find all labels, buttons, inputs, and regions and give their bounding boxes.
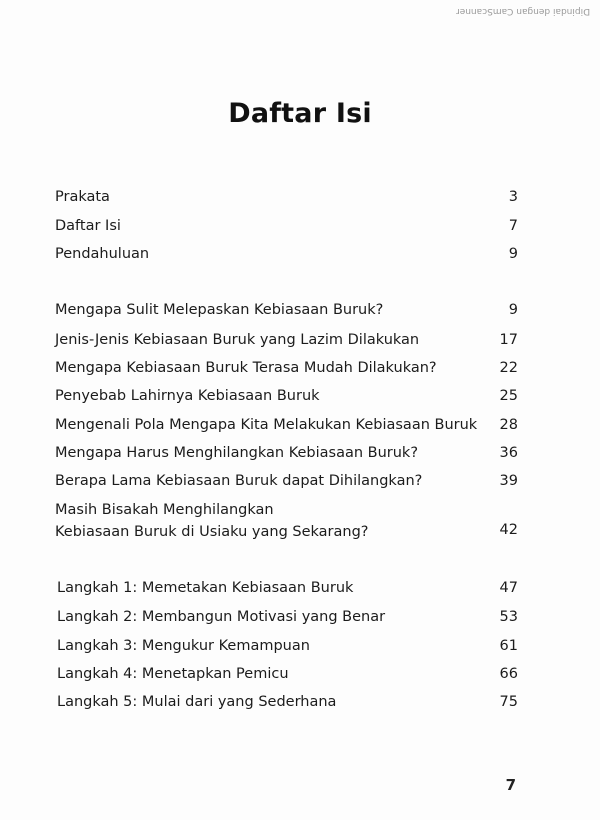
toc-entry-page: 25 [499, 388, 518, 404]
toc-entry-label: Mengapa Harus Menghilangkan Kebiasaan Buruk? [55, 445, 419, 461]
toc-entry-label: Mengapa Sulit Melepaskan Kebiasaan Buruk? [55, 302, 384, 318]
toc-entry-page: 9 [508, 302, 518, 318]
toc-entry-page: 66 [499, 666, 518, 682]
toc-entry [0, 386, 600, 408]
toc-entry-label: Langkah 4: Menetapkan Pemicu [57, 666, 289, 682]
toc-entry-step [0, 607, 600, 629]
toc-entry-page: 75 [499, 694, 518, 710]
toc-entry-page: 22 [499, 360, 518, 376]
toc-entry-page: 42 [499, 522, 518, 538]
toc-entry [0, 330, 600, 352]
toc-entry [0, 300, 600, 322]
toc-entry-label: Langkah 2: Membangun Motivasi yang Benar [57, 609, 386, 625]
toc-entry-daftar-isi [0, 216, 600, 238]
toc-entry [0, 443, 600, 465]
page-number: 7 [505, 776, 516, 794]
toc-entry-page: 53 [499, 609, 518, 625]
toc-entry-page: 39 [499, 473, 518, 489]
toc-entry-label: Berapa Lama Kebiasaan Buruk dapat Dihilangkan? [55, 473, 423, 489]
toc-entry-step [0, 692, 600, 714]
toc-entry-label: Pendahuluan [55, 246, 150, 262]
toc-entry-page: 28 [499, 417, 518, 433]
toc-entry-label: Penyebab Lahirnya Kebiasaan Buruk [55, 388, 320, 404]
toc-entry-page: 61 [499, 638, 518, 654]
toc-entry-page: 3 [508, 189, 518, 205]
toc-entry-label-line2: Kebiasaan Buruk di Usiaku yang Sekarang? [55, 524, 369, 540]
toc-entry [0, 471, 600, 493]
toc-entry-prakata [0, 187, 600, 209]
toc-entry-label: Langkah 1: Memetakan Kebiasaan Buruk [57, 580, 354, 596]
toc-entry-label: Mengapa Kebiasaan Buruk Terasa Mudah Dilakukan? [55, 360, 437, 376]
toc-entry-label: Masih Bisakah Menghilangkan [55, 502, 274, 518]
toc-entry-label: Jenis-Jenis Kebiasaan Buruk yang Lazim Dilakukan [55, 332, 420, 348]
toc-entry-label: Prakata [55, 189, 110, 205]
toc-entry [0, 415, 600, 437]
toc-entry-step [0, 664, 600, 686]
toc-entry-pendahuluan [0, 244, 600, 266]
toc-entry-page: 17 [499, 332, 518, 348]
toc-entry [0, 358, 600, 380]
toc-entry-label: Daftar Isi [55, 218, 121, 234]
toc-entry-multiline [0, 500, 600, 546]
toc-entry-page: 9 [508, 246, 518, 262]
toc-entry-page: 36 [499, 445, 518, 461]
toc-entry-page: 7 [508, 218, 518, 234]
toc-entry-label: Langkah 3: Mengukur Kemampuan [57, 638, 310, 654]
page-title: Daftar Isi [228, 98, 372, 129]
scanner-watermark: Dipindai dengan CamScanner [455, 6, 590, 16]
toc-entry-step [0, 578, 600, 600]
toc-entry-label: Langkah 5: Mulai dari yang Sederhana [57, 694, 337, 710]
toc-entry-page: 47 [499, 580, 518, 596]
toc-entry-label: Mengenali Pola Mengapa Kita Melakukan Kebiasaan Buruk [55, 417, 478, 433]
toc-entry-step [0, 636, 600, 658]
